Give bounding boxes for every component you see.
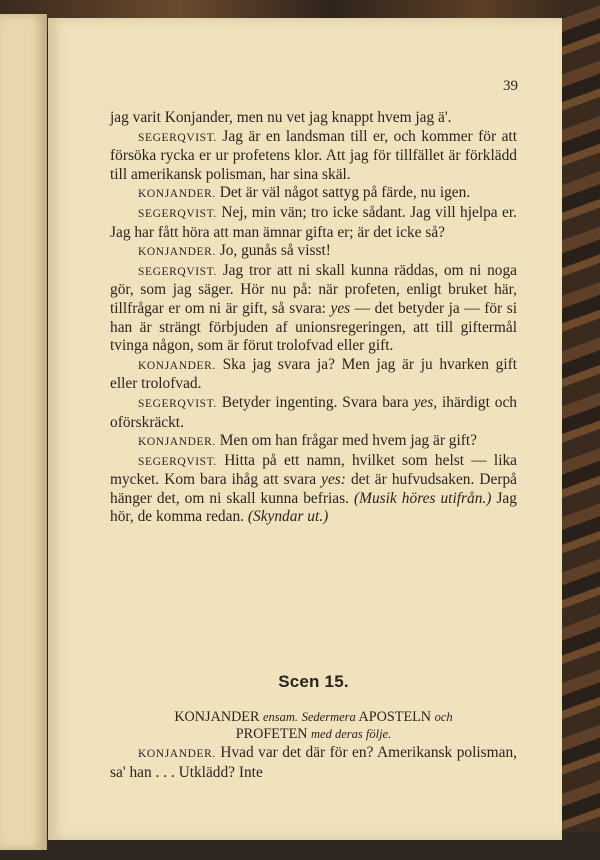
speech — [110, 204, 517, 242]
speaker-name: KONJANDER. — [138, 246, 216, 259]
stage-note: och — [434, 710, 453, 724]
speaker-name: SEGERQVIST. — [138, 207, 217, 220]
paragraph — [110, 109, 517, 128]
speech-text: Men om han frågar med hvem jag är gift? — [219, 432, 478, 450]
speech — [110, 452, 517, 527]
page-body — [110, 109, 517, 527]
stage-direction: (Musik höres utifrån.) — [354, 489, 492, 507]
speech — [110, 128, 517, 185]
emphasis: yes, — [413, 393, 438, 411]
stage-note: med deras följe. — [311, 727, 392, 741]
character-name: APOSTELN — [358, 709, 432, 725]
stage-direction: (Skyndar ut.) — [247, 508, 329, 526]
scene-stage-direction — [110, 709, 517, 743]
speech-text: ihärdigt och oförskräckt. — [110, 393, 517, 431]
character-name: PROFETEN — [235, 726, 308, 742]
speech-text: Betyder ingenting. Svara bara — [221, 393, 409, 411]
emphasis: yes: — [321, 471, 346, 489]
speech — [110, 744, 517, 782]
book-page — [48, 18, 562, 840]
speaker-name: SEGERQVIST. — [138, 397, 217, 410]
speech-text: det är hufvudsaken. Derpå hänger det, om ni skall kunna befrias. — [110, 471, 517, 507]
speech-text: Jag är en landsman till er, och kommer för att försöka rycka er ur profetens klor. Att jag för tillfället är förklädd till amerikansk polisman, har sina skäl. — [110, 127, 517, 183]
speech — [110, 242, 517, 262]
speech — [110, 262, 517, 356]
speech — [110, 394, 517, 432]
speech-text: Hvad var det där för en? Amerikansk polisman, sa' han . . . Utklädd? Inte — [110, 744, 517, 781]
speech-text: Hitta på ett namn, hvilket som helst — lika mycket. Kom bara ihåg att svara — [110, 451, 517, 489]
book-cover-edge — [562, 0, 600, 860]
scene-heading: Scen 15. — [278, 672, 349, 691]
speech-text: Jag tror att ni skall kunna räddas, om ni noga gör, som jag säger. Hör nu på: när profeten, enligt bruket här, tillfrågar er om ni är gift, så svara: — [110, 261, 517, 317]
speaker-name: KONJANDER. — [138, 748, 216, 760]
page-number: 39 — [503, 78, 518, 94]
speaker-name: KONJANDER. — [138, 359, 216, 372]
speaker-name: SEGERQVIST. — [138, 265, 217, 278]
speech — [110, 184, 517, 204]
character-name: KONJANDER — [174, 709, 260, 725]
speaker-name: SEGERQVIST. — [138, 131, 217, 144]
speech-text: Jag hör, de komma redan. — [110, 489, 517, 526]
emphasis: yes — [330, 299, 351, 317]
stage-note: Sedermera — [301, 710, 356, 724]
page-body-continued — [110, 744, 517, 782]
speaker-name: SEGERQVIST. — [138, 455, 217, 468]
speech-text: Ska jag svara ja? Men jag är ju hvarken gift eller trolofvad. — [110, 355, 517, 393]
speech-text: — det betyder ja — för si han är strängt förbjuden af unionsregeringen, att till giftermål tvinga någon, som är förut trolofvad eller gift. — [110, 299, 517, 355]
speech — [110, 356, 517, 394]
paragraph-text: jag varit Konjander, men nu vet jag knappt hvem jag ä'. — [110, 109, 452, 126]
facing-page-edge — [0, 14, 47, 850]
speech-text: Jo, gunås så visst! — [219, 242, 331, 260]
stage-note: ensam. — [262, 710, 299, 724]
speech-text: Nej, min vän; tro icke sådant. Jag vill hjelpa er. Jag har fått höra att man ämnar gifta er; är det icke så? — [110, 203, 517, 241]
speaker-name: KONJANDER. — [138, 436, 216, 449]
speech-text: Det är väl något sattyg på färde, nu igen. — [219, 184, 471, 202]
speech — [110, 432, 517, 452]
speaker-name: KONJANDER. — [138, 188, 216, 201]
